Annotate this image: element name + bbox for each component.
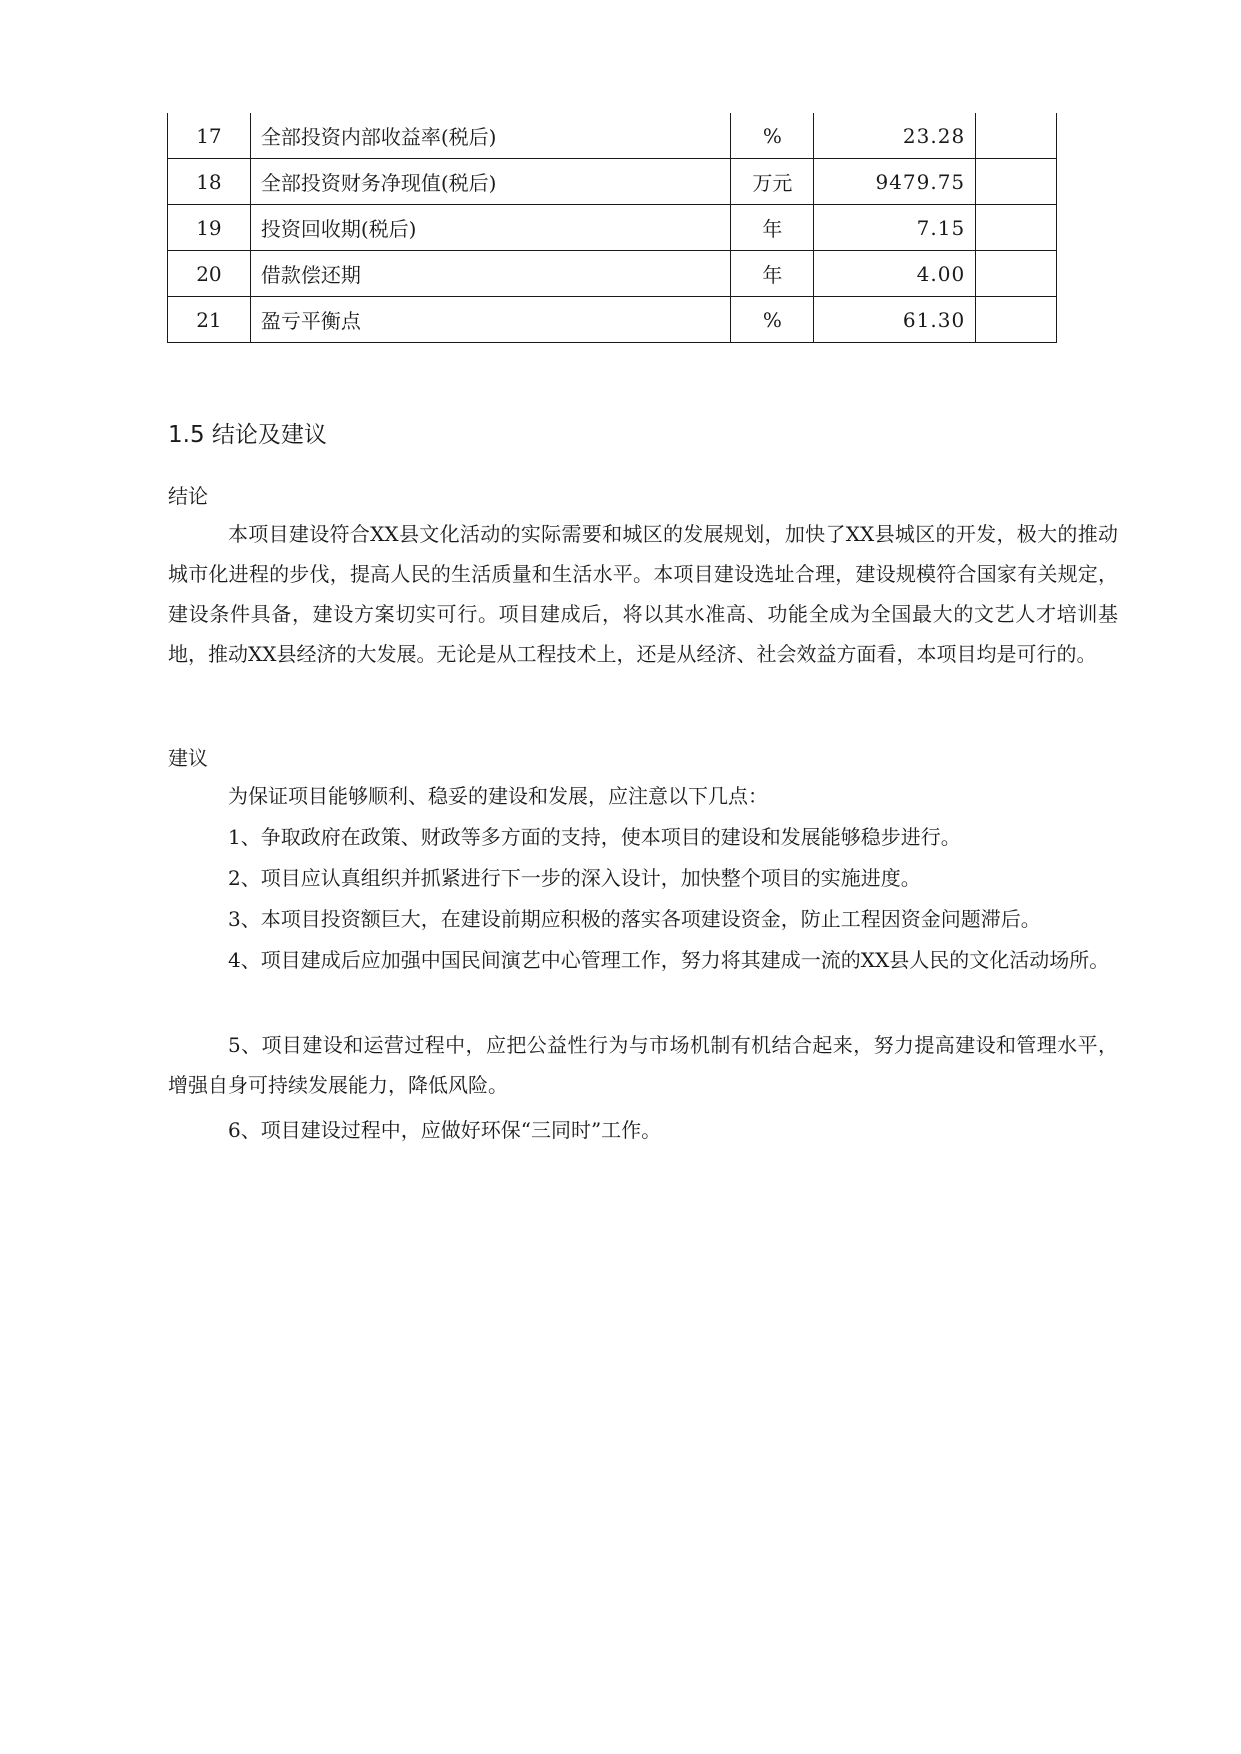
indicator-unit: % — [731, 113, 814, 159]
indicator-value: 7.15 — [814, 205, 976, 251]
indicator-table — [167, 113, 1057, 343]
conclusion-label: 结论 — [168, 484, 208, 508]
indicator-name: 全部投资内部收益率(税后) — [250, 113, 731, 159]
indicator-note — [976, 205, 1057, 251]
suggestion-item: 2、项目应认真组织并抓紧进行下一步的深入设计，加快整个项目的实施进度。 — [228, 866, 921, 890]
indicator-unit: 年 — [731, 205, 814, 251]
indicator-value: 9479.75 — [814, 159, 976, 205]
indicator-name: 盈亏平衡点 — [250, 297, 731, 343]
table-row — [168, 159, 1057, 205]
table-row — [168, 251, 1057, 297]
indicator-note — [976, 251, 1057, 297]
row-number: 18 — [168, 159, 251, 205]
indicator-unit: 万元 — [731, 159, 814, 205]
table-row — [168, 297, 1057, 343]
indicator-value: 4.00 — [814, 251, 976, 297]
row-number: 20 — [168, 251, 251, 297]
suggestion-item: 5、项目建设和运营过程中，应把公益性行为与市场机制有机结合起来，努力提高建设和管理水平，增强自身可持续发展能力，降低风险。 — [168, 1033, 1118, 1097]
indicator-value: 23.28 — [814, 113, 976, 159]
suggestion-intro: 为保证项目能够顺利、稳妥的建设和发展，应注意以下几点： — [228, 784, 768, 808]
row-number: 17 — [168, 113, 251, 159]
indicator-note — [976, 113, 1057, 159]
suggestion-item: 1、争取政府在政策、财政等多方面的支持，使本项目的建设和发展能够稳步进行。 — [228, 825, 961, 849]
suggestion-item: 4、项目建成后应加强中国民间演艺中心管理工作，努力将其建成一流的XX县人民的文化活动场所。 — [228, 948, 1110, 972]
suggestion-label: 建议 — [168, 746, 208, 770]
indicator-name: 全部投资财务净现值(税后) — [250, 159, 731, 205]
indicator-note — [976, 159, 1057, 205]
table-row — [168, 205, 1057, 251]
row-number: 21 — [168, 297, 251, 343]
indicator-value: 61.30 — [814, 297, 976, 343]
conclusion-paragraph: 本项目建设符合XX县文化活动的实际需要和城区的发展规划，加快了XX县城区的开发，极大的推动城市化进程的步伐，提高人民的生活质量和生活水平。本项目建设选址合理，建设规模符合国家有关规定，建设条件具备，建设方案切实可行。项目建成后，将以其水准高、功能全成为全国最大的文艺人才培训基地，推动XX县经济的大发展。无论是从工程技术上，还是从经济、社会效益方面看，本项目均是可行的。 — [168, 522, 1118, 666]
section-heading: 1.5 结论及建议 — [168, 422, 327, 448]
indicator-note — [976, 297, 1057, 343]
indicator-unit: % — [731, 297, 814, 343]
indicator-name: 借款偿还期 — [250, 251, 731, 297]
indicator-unit: 年 — [731, 251, 814, 297]
table-row — [168, 113, 1057, 159]
indicator-name: 投资回收期(税后) — [250, 205, 731, 251]
row-number: 19 — [168, 205, 251, 251]
suggestion-item: 6、项目建设过程中，应做好环保“三同时”工作。 — [228, 1118, 662, 1142]
suggestion-item: 3、本项目投资额巨大，在建设前期应积极的落实各项建设资金，防止工程因资金问题滞后。 — [228, 907, 1041, 931]
